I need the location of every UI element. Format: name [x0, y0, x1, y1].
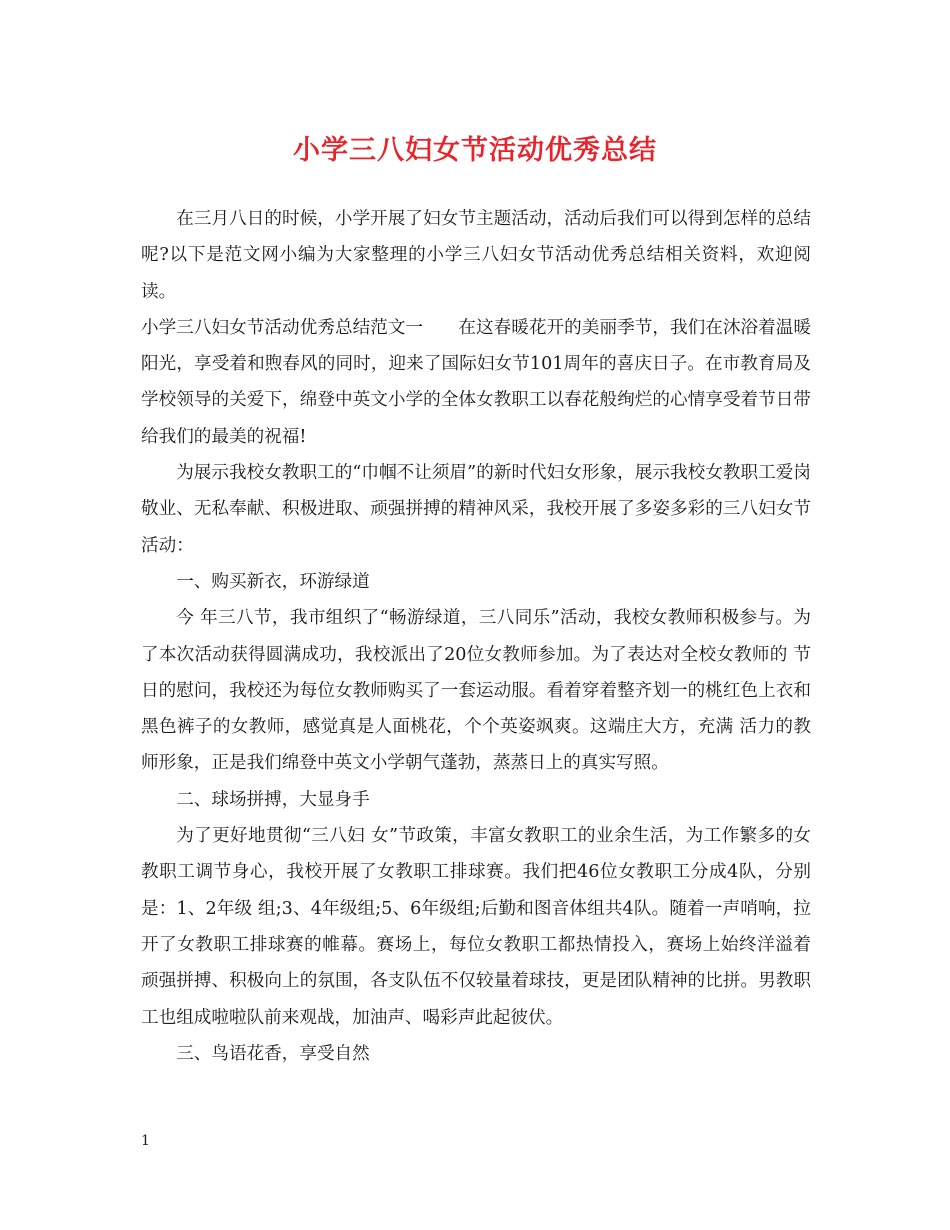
- paragraph-intro: 在三月八日的时候，小学开展了妇女节主题活动，活动后我们可以得到怎样的总结呢?以下是范文网小编为大家整理的小学三八妇女节活动优秀总结相关资料，欢迎阅读。: [141, 209, 811, 302]
- paragraph-section-two: 为了更好地贯彻“三八妇 女”节政策，丰富女教职工的业余生活，为工作繁多的女教职工调节身心，我校开展了女教职工排球赛。我们把46位女教职工分成4队，分别是：1、2年级 组;3、4年级组;5、6年级组;后勤和图音体组共4队。随着一声哨响，拉开了女教职工排球赛的帷幕。赛场上，每位女教职工都热情投入，赛场上始终洋溢着 顽强拼搏、积极向上的氛围，各支队伍不仅较量着球技，更是团队精神的比拼。男教职工也组成啦啦队前来观战，加油声、喝彩声此起彼伏。: [141, 826, 811, 1028]
- section-heading-three: 三、鸟语花香，享受自然: [176, 1043, 370, 1064]
- section-heading-two: 二、球场拼搏，大显身手: [176, 789, 370, 810]
- paragraph-sample-one: 小学三八妇女节活动优秀总结范文一 在这春暖花开的美丽季节，我们在沐浴着温暖阳光，享受着和煦春风的同时，迎来了国际妇女节101周年的喜庆日子。在市教育局及学校领导的关爱下，绵登中英文小学的全体女教职工以春花般绚烂的心情享受着节日带给我们的最美的祝福!: [141, 317, 811, 447]
- paragraph-section-one: 今 年三八节，我市组织了“畅游绿道，三八同乐”活动，我校女教师积极参与。为了本次活动获得圆满成功，我校派出了20位女教师参加。为了表达对全校女教师的 节日的慰问，我校还为每位女教师购买了一套运动服。看着穿着整齐划一的桃红色上衣和黑色裤子的女教师，感觉真是人面桃花，个个英姿飒爽。这端庄大方，充满 活力的教师形象，正是我们绵登中英文小学朝气蓬勃，蒸蒸日上的真实写照。: [141, 608, 811, 774]
- document-title: 小学三八妇女节活动优秀总结: [293, 135, 657, 166]
- section-heading-one: 一、购买新衣，环游绿道: [176, 571, 370, 592]
- paragraph-activities-overview: 为展示我校女教职工的“巾帼不让须眉”的新时代妇女形象，展示我校女教职工爱岗敬业、无私奉献、积极进取、顽强拼搏的精神风采，我校开展了多姿多彩的三八妇女节活动：: [141, 463, 811, 556]
- document-body: [141, 201, 811, 1072]
- page-number: 1: [141, 1133, 150, 1149]
